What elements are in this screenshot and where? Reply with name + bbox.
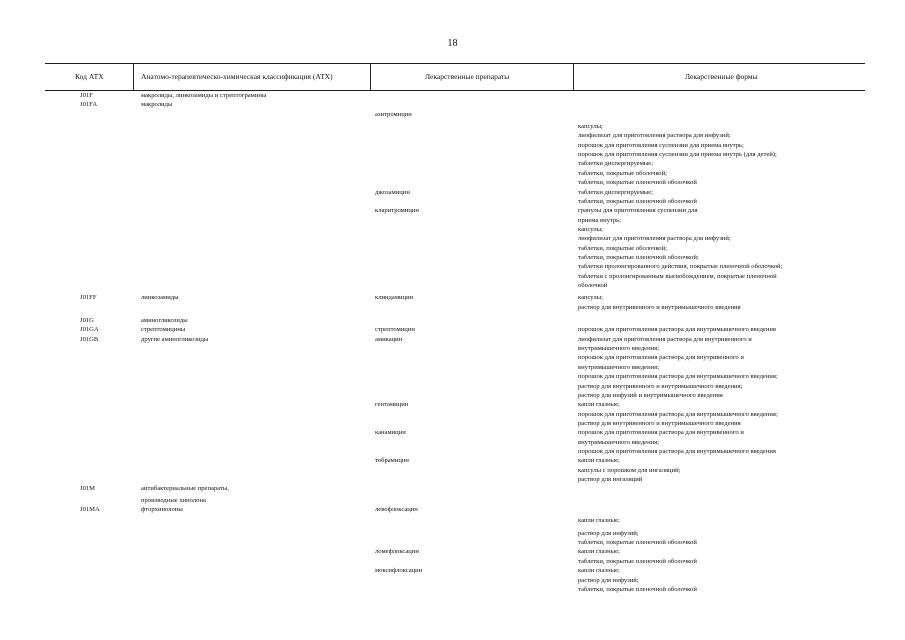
table-row [45,225,865,234]
row-form: капсулы с порошком для ингаляций; [578,466,681,474]
table-row [45,372,865,381]
row-form: капсулы; [578,123,603,131]
table-row [45,344,865,353]
row-drug: левофлоксацин [375,506,418,514]
table-row [45,244,865,253]
row-form: раствор для ингаляций [578,476,643,483]
row-form: лиофилизат для приготовления раствора для инфузий; [578,132,731,140]
row-form: капли глазные; [578,548,620,556]
header-drugs: Лекарственные препараты [425,72,510,81]
column-divider [573,64,574,90]
row-form: таблетки, покрытые оболочкой; [578,169,667,177]
row-code: J01M [80,485,96,493]
row-code: J01GB [80,335,99,343]
page-number: 18 [447,38,458,49]
row-classification: производные хинолона [141,496,206,504]
row-form: порошок для приготовления раствора для внутримышечного введения; [578,373,778,381]
row-code: J01FA [80,101,98,109]
row-classification: фторхинолоны [141,506,183,514]
row-form: капли глазные; [578,567,620,575]
row-form: таблетки пролонгированного действия, покрытые пленочной оболочкой; [578,263,783,271]
table-row [45,281,865,290]
row-drug: моксифлоксацин [375,567,423,575]
row-form: оболочкой [578,282,608,289]
row-form: внутримышечного введения; [578,345,660,353]
table-row [45,484,865,493]
row-form: капсулы; [578,294,603,302]
column-divider [133,64,134,90]
row-form: приема внутрь; [578,216,622,224]
table-row [45,410,865,419]
table-row [45,391,865,400]
row-form: таблетки, покрытые пленочной оболочкой [578,585,697,593]
table-row [45,547,865,556]
row-classification: линкозамиды [141,294,179,302]
table-row [45,529,865,538]
row-classification: другие аминогликозиды [141,335,209,343]
row-drug: канамицин [375,429,406,437]
table-row [45,216,865,225]
table-row [45,456,865,465]
row-drug: ломефлоксацин [375,548,419,556]
table-row [45,419,865,428]
row-form: внутримышечного введения; [578,363,660,371]
table-row [45,100,865,109]
row-form: таблетки, покрытые оболочкой; [578,244,667,252]
table-row [45,382,865,391]
row-form: таблетки с пролонгированным высвобождением, покрытые пленочной [578,272,777,280]
row-drug: стрептомицин [375,326,415,334]
row-form: таблетки диспергируемые; [578,160,654,168]
table-row [45,505,865,514]
row-form: порошок для приготовления раствора для внутривенного и [578,354,744,362]
row-drug: амикацин [375,335,403,343]
row-form: таблетки, покрытые пленочной оболочкой; [578,253,699,261]
table-row [45,496,865,505]
row-drug: гентамицин [375,401,409,409]
table-row [45,363,865,372]
row-drug: кларитромицин [375,207,419,215]
row-form: капли глазные; [578,517,620,525]
row-classification: макролиды [141,101,173,109]
table-row [45,293,865,302]
row-form: раствор для внутривенного и внутримышечного введения; [578,382,743,390]
table-row [45,197,865,206]
table-row [45,557,865,566]
table-row [45,585,865,594]
row-code: J01GA [80,326,99,334]
table-row [45,316,865,325]
row-form: раствор для внутривенного и внутримышечного введения [578,419,741,427]
table-row [45,234,865,243]
table-row [45,325,865,334]
row-code: J01MA [80,506,100,514]
row-form: гранулы для приготовления суспензии для [578,207,698,215]
row-form: капсулы; [578,225,603,233]
table-row [45,538,865,547]
table-row [45,169,865,178]
row-form: порошок для приготовления суспензии для приема внутрь (для детей); [578,151,777,159]
row-form: капли глазные; [578,457,620,465]
row-drug: азитромицин [375,110,412,118]
table-row [45,91,865,100]
row-form: таблетки, покрытые пленочной оболочкой [578,197,697,205]
row-form: раствор для инфузий и внутримышечного введения [578,391,723,399]
row-form: лиофилизат для приготовления раствора для инфузий; [578,235,731,243]
table-row [45,466,865,475]
row-classification: аминогликозиды [141,317,188,325]
row-code: J01G [80,317,94,325]
row-form: порошок для приготовления суспензии для приема внутрь; [578,141,744,149]
table-row [45,353,865,362]
row-form: порошок для приготовления раствора для внутривенного и [578,429,744,437]
table-row [45,262,865,271]
table-row [45,253,865,262]
table-row [45,122,865,131]
table-row [45,159,865,168]
table-row [45,150,865,159]
table-row [45,438,865,447]
header-forms: Лекарственные формы [685,72,758,81]
header-classification: Анатомо-терапевтическо-химическая классификация (АТХ) [141,72,333,81]
row-form: порошок для приготовления раствора для внутримышечного введения [578,447,776,455]
table-row [45,447,865,456]
row-form: раствор для инфузий; [578,529,639,537]
table-row [45,576,865,585]
row-form: таблетки, покрытые пленочной оболочкой [578,179,697,187]
row-classification: антибактериальные препараты, [141,485,229,493]
table-row [45,110,865,119]
table-header [45,63,865,91]
row-form: раствор для инфузий; [578,576,639,584]
table-row [45,131,865,140]
row-classification: стрептомицины [141,326,186,334]
table-row [45,516,865,525]
row-classification: макролиды, линкозамиды и стрептограмины [141,92,267,99]
table-row [45,188,865,197]
table-row [45,141,865,150]
row-form: капли глазные; [578,401,620,409]
table-row [45,566,865,575]
row-form: таблетки диспергируемые; [578,188,654,196]
row-form: внутримышечного введения; [578,438,660,446]
table-row [45,475,865,484]
row-form: раствор для внутривенного и внутримышечного введения [578,303,741,311]
table-row [45,428,865,437]
row-form: таблетки, покрытые пленочной оболочкой [578,539,697,547]
column-divider [370,64,371,90]
table-row [45,303,865,312]
row-form: лиофилизат для приготовления раствора для внутривенного и [578,335,752,343]
row-form: порошок для приготовления раствора для внутримышечного введения; [578,410,778,418]
row-form: порошок для приготовления раствора для внутримышечного введения [578,326,776,334]
row-code: J01FF [80,294,97,302]
header-code: Код АТХ [75,72,104,81]
row-drug: джозамицин [375,188,410,196]
row-drug: клиндамицин [375,294,414,302]
table-row [45,335,865,344]
row-drug: тобрамицин [375,457,409,465]
row-code: J01F [80,92,93,99]
atc-table [45,63,865,593]
table-row [45,206,865,215]
table-row [45,178,865,187]
row-form: таблетки, покрытые пленочной оболочкой [578,557,697,565]
table-row [45,272,865,281]
table-row [45,400,865,409]
